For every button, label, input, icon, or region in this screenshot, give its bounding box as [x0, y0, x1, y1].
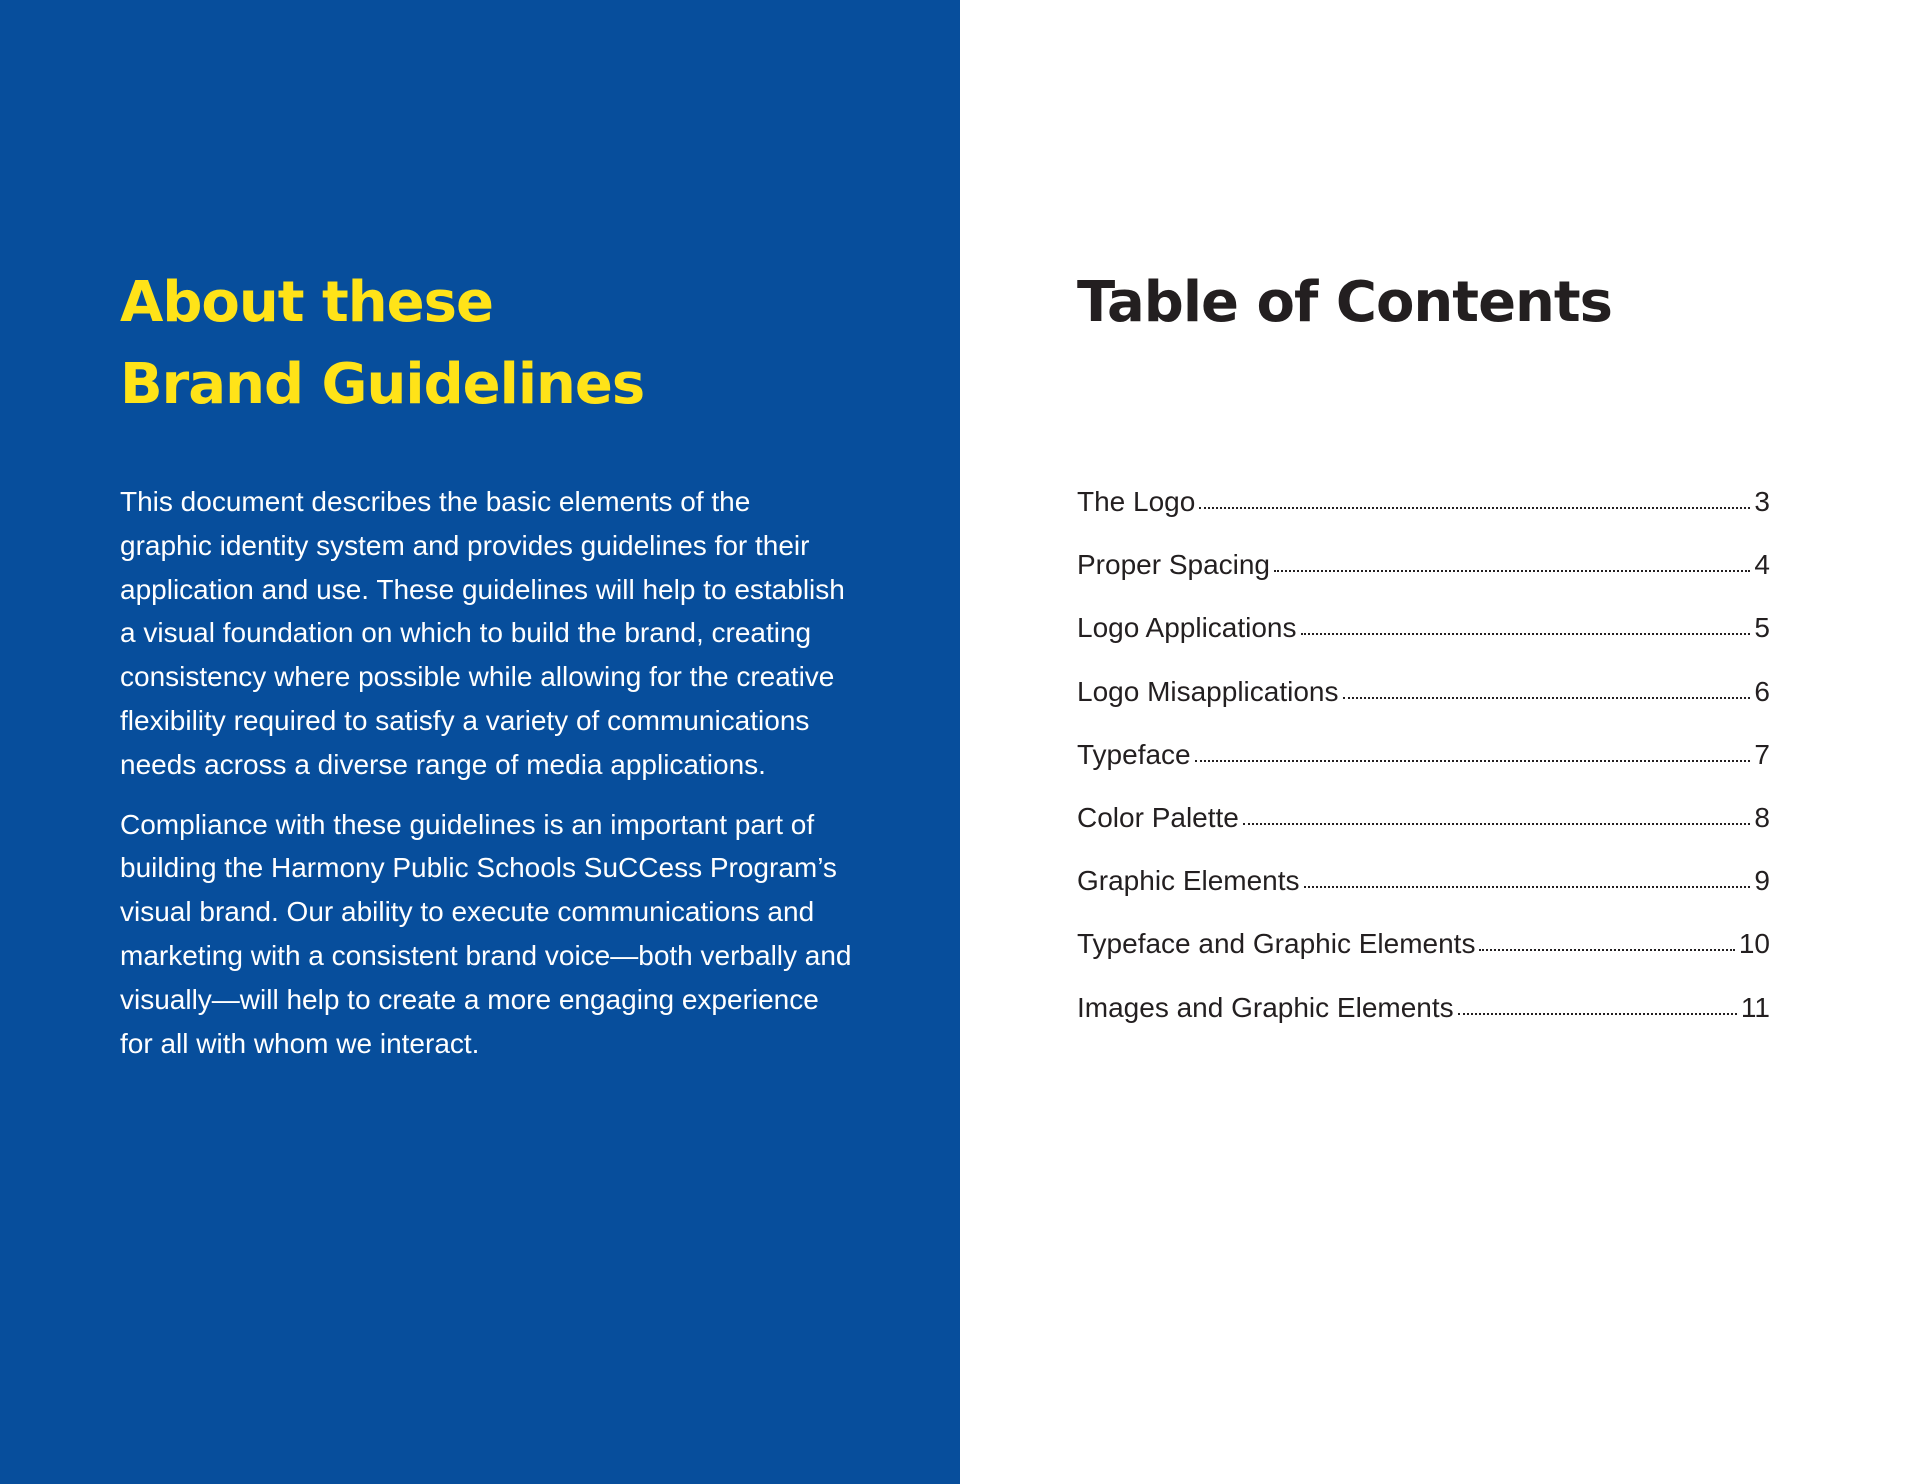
toc-entry-page: 7 [1754, 738, 1770, 770]
about-paragraph-line: marketing with a consistent brand voice—both verbally and [120, 939, 852, 971]
about-paragraph-line: This document describes the basic elements of the [120, 486, 751, 517]
toc-entry-label: Color Palette [1077, 801, 1239, 833]
toc-entry-page: 4 [1754, 549, 1770, 581]
toc-entry-label: Logo Misapplications [1077, 675, 1339, 707]
toc-dot-leader [1199, 507, 1750, 509]
toc-dot-leader [1274, 570, 1750, 572]
toc-entry-page: 11 [1740, 991, 1770, 1023]
about-title [120, 262, 880, 426]
about-paragraph-line: visually—will help to create a more engaging experience [120, 983, 819, 1015]
toc-entry-label: Images and Graphic Elements [1077, 991, 1454, 1023]
toc-entry-logo-applications[interactable] [1077, 602, 1770, 665]
about-paragraph [120, 803, 860, 1066]
toc-dot-leader [1479, 949, 1734, 951]
toc-entry-graphic-elements[interactable] [1077, 855, 1770, 918]
toc-entry-logo-misapplications[interactable] [1077, 666, 1770, 729]
about-paragraph-line: Compliance with these guidelines is an important part of [120, 808, 815, 840]
about-paragraph-line: visual brand. Our ability to execute communications and [120, 896, 815, 928]
toc-entry-page: 6 [1754, 675, 1770, 707]
about-paragraph-line: application and use. These guidelines will help to establish [120, 573, 845, 605]
about-paragraph-line: a visual foundation on which to build the brand, creating [120, 617, 812, 649]
toc-dot-leader [1458, 1013, 1737, 1015]
toc-entry-label: Typeface [1077, 738, 1191, 770]
toc-dot-leader [1304, 886, 1751, 888]
toc-list [1077, 476, 1770, 1045]
about-paragraph-line: building the Harmony Public Schools SuCCess Program’s [120, 852, 837, 884]
toc-entry-typeface[interactable] [1077, 729, 1770, 792]
about-body [120, 480, 860, 1081]
toc-entry-page: 5 [1754, 612, 1770, 644]
toc-entry-label: Typeface and Graphic Elements [1077, 928, 1476, 960]
toc-dot-leader [1243, 823, 1751, 825]
about-paragraph-line: flexibility required to satisfy a variety of communications [120, 704, 810, 736]
toc-entry-the-logo[interactable] [1077, 476, 1770, 539]
toc-entry-images-and-graphic-elements[interactable] [1077, 982, 1770, 1045]
toc-entry-page: 3 [1754, 486, 1770, 517]
toc-entry-typeface-and-graphic-elements[interactable] [1077, 918, 1770, 981]
toc-entry-label: Graphic Elements [1077, 865, 1300, 897]
toc-entry-color-palette[interactable] [1077, 792, 1770, 855]
toc-entry-page: 10 [1738, 928, 1770, 960]
toc-entry-page: 8 [1754, 801, 1770, 833]
about-paragraph-line: graphic identity system and provides guidelines for their [120, 529, 810, 561]
toc-entry-proper-spacing[interactable] [1077, 539, 1770, 602]
toc-entry-label: The Logo [1077, 486, 1196, 517]
toc-title: Table of Contents [1077, 270, 1613, 335]
toc-dot-leader [1301, 633, 1751, 635]
toc-dot-leader [1195, 760, 1751, 762]
toc-entry-label: Proper Spacing [1077, 549, 1271, 581]
about-title-line: About these [120, 270, 493, 335]
toc-entry-page: 9 [1754, 865, 1770, 897]
toc-dot-leader [1343, 697, 1751, 699]
about-paragraph-line: needs across a diverse range of media applications. [120, 748, 766, 780]
about-paragraph-line: consistency where possible while allowing for the creative [120, 661, 835, 693]
about-title-line: Brand Guidelines [120, 352, 645, 417]
toc-entry-label: Logo Applications [1077, 612, 1297, 644]
about-paragraph-line: for all with whom we interact. [120, 1027, 480, 1059]
about-paragraph [120, 480, 860, 787]
